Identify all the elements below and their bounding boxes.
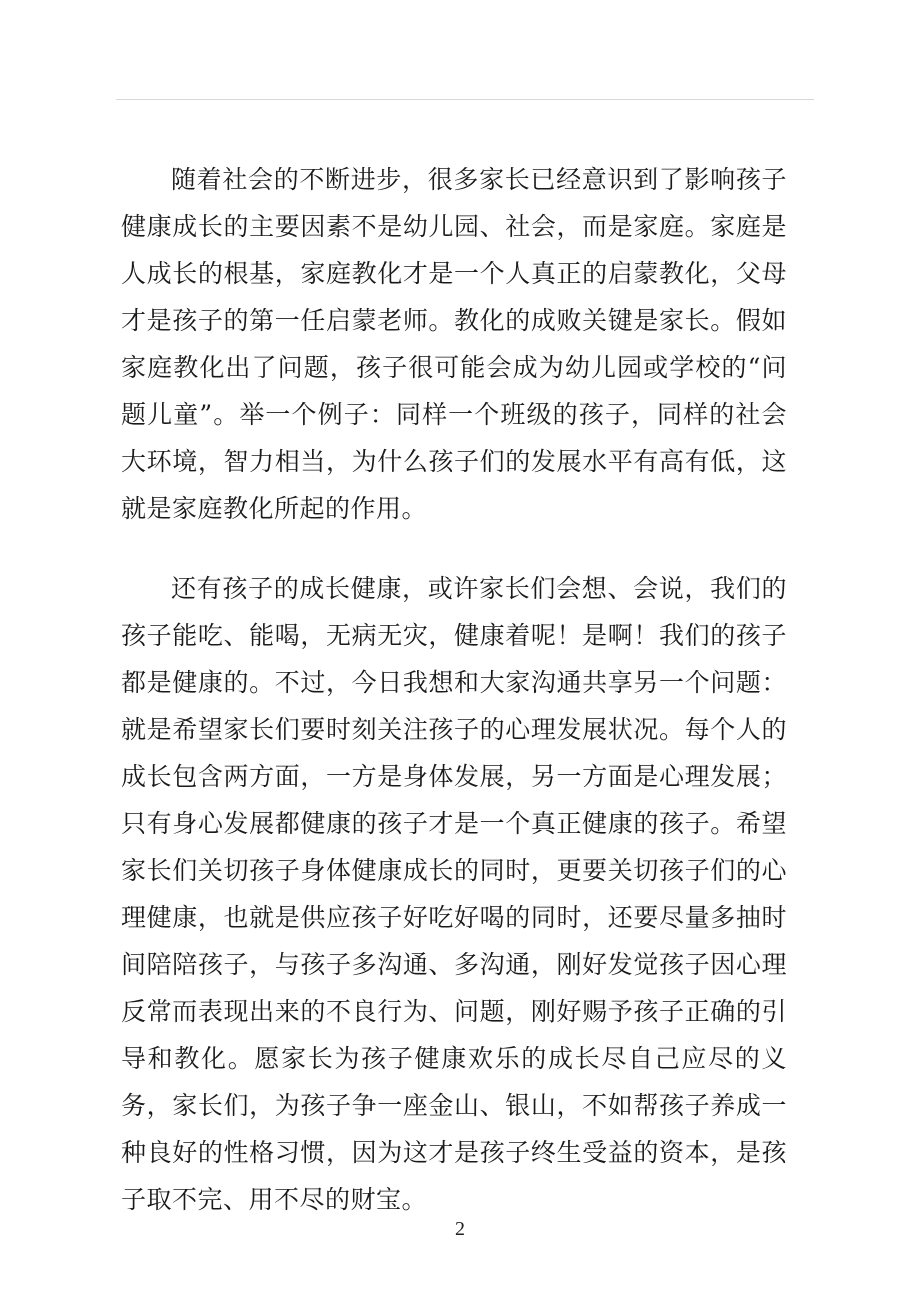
document-body	[121, 156, 787, 1223]
header-divider	[116, 99, 814, 100]
paragraph-1: 随着社会的不断进步，很多家长已经意识到了影响孩子健康成长的主要因素不是幼儿园、社会，而是家庭。家庭是人成长的根基，家庭教化才是一个人真正的启蒙教化，父母才是孩子的第一任启蒙老师。教化的成败关键是家长。假如家庭教化出了问题，孩子很可能会成为幼儿园或学校的“问题儿童”。举一个例子：同样一个班级的孩子，同样的社会大环境，智力相当，为什么孩子们的发展水平有高有低，这就是家庭教化所起的作用。	[121, 165, 787, 523]
paragraph-2: 还有孩子的成长健康，或许家长们会想、会说，我们的孩子能吃、能喝，无病无灾，健康着呢！是啊！我们的孩子都是健康的。不过，今日我想和大家沟通共享另一个问题：就是希望家长们要时刻关注孩子的心理发展状况。每个人的成长包含两方面，一方是身体发展，另一方面是心理发展；只有身心发展都健康的孩子才是一个真正健康的孩子。希望家长们关切孩子身体健康成长的同时，更要关切孩子们的心理健康，也就是供应孩子好吃好喝的同时，还要尽量多抽时间陪陪孩子，与孩子多沟通、多沟通，刚好发觉孩子因心理反常而表现出来的不良行为、问题，刚好赐予孩子正确的引导和教化。愿家长为孩子健康欢乐的成长尽自己应尽的义务，家长们，为孩子争一座金山、银山，不如帮孩子养成一种良好的性格习惯，因为这才是孩子终生受益的资本，是孩子取不完、用不尽的财宝。	[121, 574, 787, 1214]
page-number: 2	[455, 1218, 465, 1240]
